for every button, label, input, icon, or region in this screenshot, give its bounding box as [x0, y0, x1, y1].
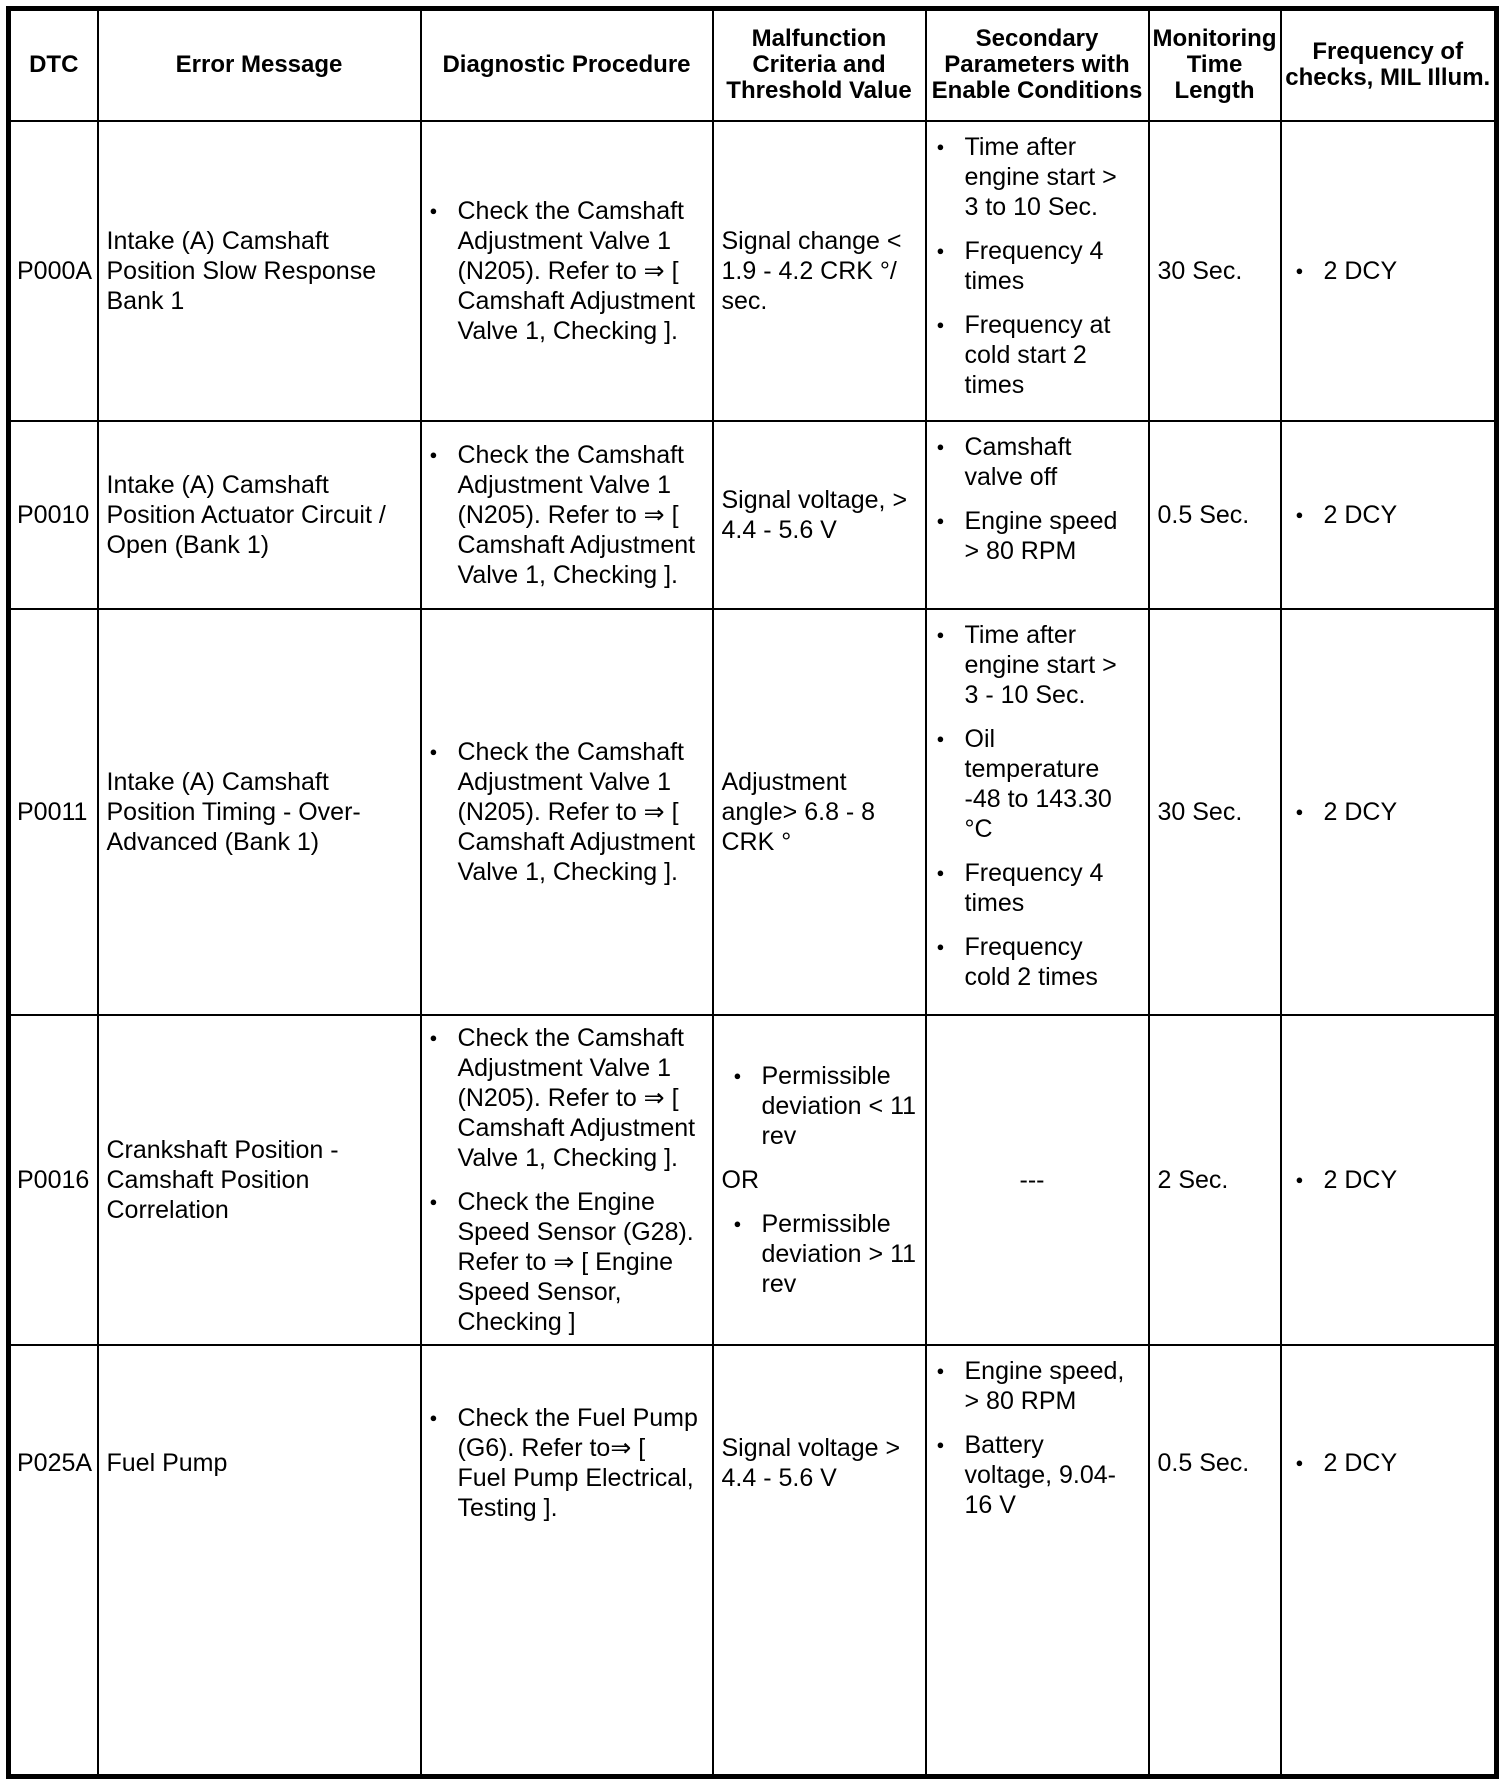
bullet-item [937, 858, 1128, 918]
cell-dtc [9, 1345, 98, 1777]
cell-secondary-parameters [926, 609, 1149, 1015]
bullet-icon: ● [733, 1067, 742, 1083]
cell-frequency [1281, 1015, 1497, 1345]
cell-dtc [9, 421, 98, 609]
column-header-frequency: Frequency of checks, MIL Illum. [1281, 9, 1497, 121]
column-header-dtc: DTC [9, 9, 98, 121]
table-row [9, 609, 1497, 1015]
table-body [9, 121, 1497, 1777]
bullet-text: 2 DCY [1323, 500, 1398, 529]
cell-diagnostic-procedure [421, 1345, 713, 1777]
bullet-text: Frequency at cold start 2 times [964, 310, 1111, 399]
bullet-icon: ● [936, 938, 945, 954]
bullet-item [430, 1187, 700, 1337]
bullet-text: Check the Fuel Pump (G6). Refer to⇒ [ Fuel Pump Electrical, Testing ]. [457, 1403, 698, 1522]
table-row [9, 121, 1497, 421]
cell-text: P0016 [17, 1165, 90, 1194]
bullet-icon: ● [936, 512, 945, 528]
bullet-text: Permissible deviation < 11 rev [761, 1061, 917, 1150]
cell-monitoring-time [1149, 609, 1281, 1015]
bullet-icon: ● [1295, 803, 1304, 819]
bullet-icon: ● [936, 138, 945, 154]
table-header [9, 9, 1497, 121]
cell-error-message [98, 1015, 421, 1345]
bullet-text: Check the Camshaft Adjustment Valve 1 (N205). Refer to ⇒ [ Camshaft Adjustment Valve 1, Checking ]. [457, 196, 696, 345]
cell-text: Intake (A) Camshaft Position Slow Response Bank 1 [106, 226, 377, 315]
bullet-icon: ● [936, 438, 945, 454]
cell-text: Intake (A) Camshaft Position Timing - Over-Advanced (Bank 1) [106, 767, 361, 856]
bullet-list [937, 1356, 1128, 1520]
bullet-item [734, 1061, 919, 1151]
cell-monitoring-time [1149, 1015, 1281, 1345]
bullet-item [937, 310, 1128, 400]
bullet-icon: ● [936, 1436, 945, 1452]
bullet-icon: ● [936, 864, 945, 880]
cell-text: Intake (A) Camshaft Position Actuator Circuit / Open (Bank 1) [106, 470, 386, 559]
cell-dtc [9, 609, 98, 1015]
column-header-secondary-parameters: Secondary Parameters with Enable Conditions [926, 9, 1149, 121]
bullet-text: Frequency 4 times [964, 858, 1104, 917]
bullet-item [430, 1403, 700, 1523]
bullet-icon: ● [936, 626, 945, 642]
cell-error-message [98, 1345, 421, 1777]
bullet-item [1296, 797, 1489, 827]
bullet-list [430, 196, 700, 346]
cell-monitoring-time [1149, 421, 1281, 609]
cell-text: Signal voltage, > 4.4 - 5.6 V [721, 485, 908, 544]
bullet-icon: ● [429, 1193, 438, 1209]
header-row [9, 9, 1497, 121]
cell-text: Signal change < 1.9 - 4.2 CRK °/ sec. [721, 226, 902, 315]
cell-error-message [98, 121, 421, 421]
cell-secondary-parameters [926, 121, 1149, 421]
cell-text: 30 Sec. [1157, 797, 1243, 826]
bullet-text: Frequency cold 2 times [964, 932, 1098, 991]
bullet-text: 2 DCY [1323, 797, 1398, 826]
bullet-list [1296, 500, 1489, 530]
bullet-icon: ● [429, 743, 438, 759]
bullet-icon: ● [936, 1362, 945, 1378]
bullet-item [937, 932, 1128, 992]
bullet-item [937, 724, 1128, 844]
bullet-text: Check the Camshaft Adjustment Valve 1 (N205). Refer to ⇒ [ Camshaft Adjustment Valve 1, Checking ]. [457, 440, 696, 589]
bullet-text: Check the Camshaft Adjustment Valve 1 (N205). Refer to ⇒ [ Camshaft Adjustment Valve 1, Checking ]. [457, 737, 696, 886]
bullet-item [937, 1430, 1128, 1520]
bullet-text: Oil temperature -48 to 143.30 °C [964, 724, 1112, 843]
cell-text: P000A [17, 256, 93, 285]
cell-diagnostic-procedure [421, 1015, 713, 1345]
cell-diagnostic-procedure [421, 121, 713, 421]
column-header-diagnostic-procedure: Diagnostic Procedure [421, 9, 713, 121]
bullet-text: 2 DCY [1323, 256, 1398, 285]
bullet-list [430, 737, 700, 887]
column-header-monitoring-time: Monitoring Time Length [1149, 9, 1281, 121]
cell-malfunction-criteria [713, 1345, 926, 1777]
bullet-list [937, 132, 1128, 400]
bullet-text: Battery voltage, 9.04-16 V [964, 1430, 1116, 1519]
bullet-list [937, 432, 1128, 566]
bullet-text: Check the Engine Speed Sensor (G28). Refer to ⇒ [ Engine Speed Sensor, Checking ] [457, 1187, 694, 1336]
cell-text: --- [1019, 1165, 1045, 1194]
column-header-malfunction-criteria: Malfunction Criteria and Threshold Value [713, 9, 926, 121]
column-header-error-message: Error Message [98, 9, 421, 121]
connector-text: OR [721, 1165, 759, 1194]
bullet-icon: ● [1295, 1454, 1304, 1470]
cell-frequency [1281, 1345, 1497, 1777]
cell-text: Fuel Pump [106, 1448, 228, 1477]
cell-malfunction-criteria [713, 609, 926, 1015]
bullet-text: Permissible deviation > 11 rev [761, 1209, 917, 1298]
cell-diagnostic-procedure [421, 421, 713, 609]
dtc-table [6, 6, 1499, 1779]
bullet-item [937, 506, 1128, 566]
bullet-text: 2 DCY [1323, 1165, 1398, 1194]
cell-text: Adjustment angle> 6.8 - 8 CRK ° [721, 767, 876, 856]
cell-dtc [9, 121, 98, 421]
cell-error-message [98, 421, 421, 609]
bullet-item [1296, 1448, 1489, 1478]
bullet-icon: ● [936, 730, 945, 746]
cell-frequency [1281, 121, 1497, 421]
bullet-list [1296, 1165, 1489, 1195]
bullet-item [1296, 1165, 1489, 1195]
cell-malfunction-criteria [713, 421, 926, 609]
table-row [9, 1015, 1497, 1345]
bullet-list [722, 1061, 919, 1299]
bullet-item [1296, 256, 1489, 286]
cell-text: Crankshaft Position - Camshaft Position Correlation [106, 1135, 339, 1224]
bullet-list [1296, 256, 1489, 286]
bullet-item [937, 1356, 1128, 1416]
cell-text: P0011 [17, 797, 88, 826]
cell-text: 0.5 Sec. [1157, 1448, 1250, 1477]
bullet-icon: ● [429, 1409, 438, 1425]
bullet-list [1296, 797, 1489, 827]
bullet-icon: ● [936, 242, 945, 258]
cell-monitoring-time [1149, 1345, 1281, 1777]
cell-malfunction-criteria [713, 1015, 926, 1345]
cell-malfunction-criteria [713, 121, 926, 421]
cell-dtc [9, 1015, 98, 1345]
table-row [9, 421, 1497, 609]
bullet-icon: ● [429, 1029, 438, 1045]
cell-secondary-parameters [926, 1345, 1149, 1777]
bullet-list [430, 1023, 700, 1337]
cell-text: 0.5 Sec. [1157, 500, 1250, 529]
bullet-list [937, 620, 1128, 992]
cell-text: 30 Sec. [1157, 256, 1243, 285]
cell-text: Signal voltage > 4.4 - 5.6 V [721, 1433, 901, 1492]
bullet-text: Check the Camshaft Adjustment Valve 1 (N205). Refer to ⇒ [ Camshaft Adjustment Valve 1, Checking ]. [457, 1023, 696, 1172]
bullet-item [430, 196, 700, 346]
bullet-text: 2 DCY [1323, 1448, 1398, 1477]
bullet-icon: ● [1295, 1171, 1304, 1187]
bullet-icon: ● [429, 202, 438, 218]
table-row [9, 1345, 1497, 1777]
cell-secondary-parameters [926, 421, 1149, 609]
bullet-icon: ● [936, 316, 945, 332]
bullet-item [1296, 500, 1489, 530]
cell-text: 2 Sec. [1157, 1165, 1229, 1194]
cell-frequency [1281, 609, 1497, 1015]
cell-secondary-parameters [926, 1015, 1149, 1345]
bullet-list [430, 440, 700, 590]
cell-diagnostic-procedure [421, 609, 713, 1015]
bullet-text: Time after engine start > 3 to 10 Sec. [964, 132, 1117, 221]
cell-frequency [1281, 421, 1497, 609]
bullet-icon: ● [1295, 262, 1304, 278]
bullet-item [430, 1023, 700, 1173]
bullet-text: Engine speed, > 80 RPM [964, 1356, 1125, 1415]
bullet-item [937, 236, 1128, 296]
cell-monitoring-time [1149, 121, 1281, 421]
bullet-icon: ● [1295, 506, 1304, 522]
bullet-item [430, 737, 700, 887]
bullet-item [430, 440, 700, 590]
cell-text: P0010 [17, 500, 90, 529]
bullet-item [734, 1209, 919, 1299]
bullet-item [937, 620, 1128, 710]
bullet-item [937, 432, 1128, 492]
bullet-icon: ● [733, 1215, 742, 1231]
bullet-text: Camshaft valve off [964, 432, 1072, 491]
bullet-icon: ● [429, 446, 438, 462]
bullet-text: Engine speed > 80 RPM [964, 506, 1118, 565]
bullet-list [430, 1403, 700, 1523]
bullet-item [937, 132, 1128, 222]
cell-error-message [98, 609, 421, 1015]
bullet-text: Frequency 4 times [964, 236, 1104, 295]
bullet-list [1296, 1448, 1489, 1478]
cell-text: P025A [17, 1448, 93, 1477]
bullet-text: Time after engine start > 3 - 10 Sec. [964, 620, 1117, 709]
